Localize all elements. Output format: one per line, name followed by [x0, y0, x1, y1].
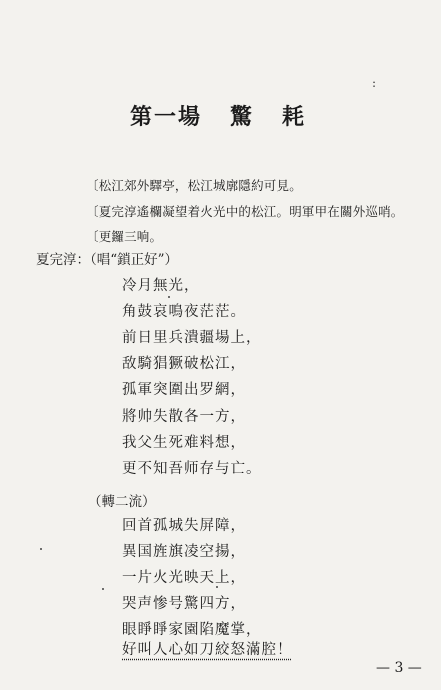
scene-title [130, 100, 370, 131]
page-number: — 3 — [376, 660, 422, 676]
verse-line: 將帅失散各一方， [122, 409, 246, 425]
stage-direction-2: 〔夏完淳遙欄凝望着火光中的松江。明軍甲在關外巡哨。 [86, 204, 404, 219]
singing-cue: （唱“鎖正好”） [90, 252, 179, 268]
section-label: （轉二流） [88, 494, 156, 510]
verse-line: 一片火光映天上， [122, 570, 246, 586]
verse-line: 敌騎猖獗破松江， [122, 356, 246, 372]
verse-line: 我父生死难料想， [122, 435, 246, 451]
verse-line: 更不知吾师存与亡。 [122, 461, 262, 477]
verse-line: 回首孤城失屏障， [122, 518, 246, 534]
scene-number: 第一場 [130, 104, 203, 130]
stage-direction-3: 〔更鑼三响。 [86, 229, 163, 244]
verse-line: 哭声惨号驚四方， [122, 596, 246, 612]
verse-line: 冷月無光， [122, 278, 200, 294]
print-speck [168, 296, 170, 298]
verse-line: 好叫人心如刀絞怒滿腔！ [122, 642, 293, 658]
scene-name: 驚 [230, 104, 255, 130]
verse-line: 角鼓哀鳴夜茫茫。 [122, 304, 246, 320]
speaker-name: 夏完淳： [36, 252, 90, 268]
print-speck [216, 586, 218, 588]
verse-line: 異国旌旗凌空揚， [122, 544, 246, 560]
scene-name-2: 耗 [282, 104, 307, 130]
stage-direction-1: 〔松江郊外驛亭，松江城廓隱約可見。 [86, 178, 302, 193]
speaker-line [36, 248, 178, 268]
print-speck [40, 548, 42, 550]
corner-mark: : [372, 76, 377, 90]
print-speck [102, 588, 104, 590]
verse-line: 孤軍突圍出罗網， [122, 382, 246, 398]
verse-line: 前日里兵潰疆場上， [122, 330, 262, 346]
verse-line: 眼睜睜家園陷魔掌， [122, 622, 262, 638]
